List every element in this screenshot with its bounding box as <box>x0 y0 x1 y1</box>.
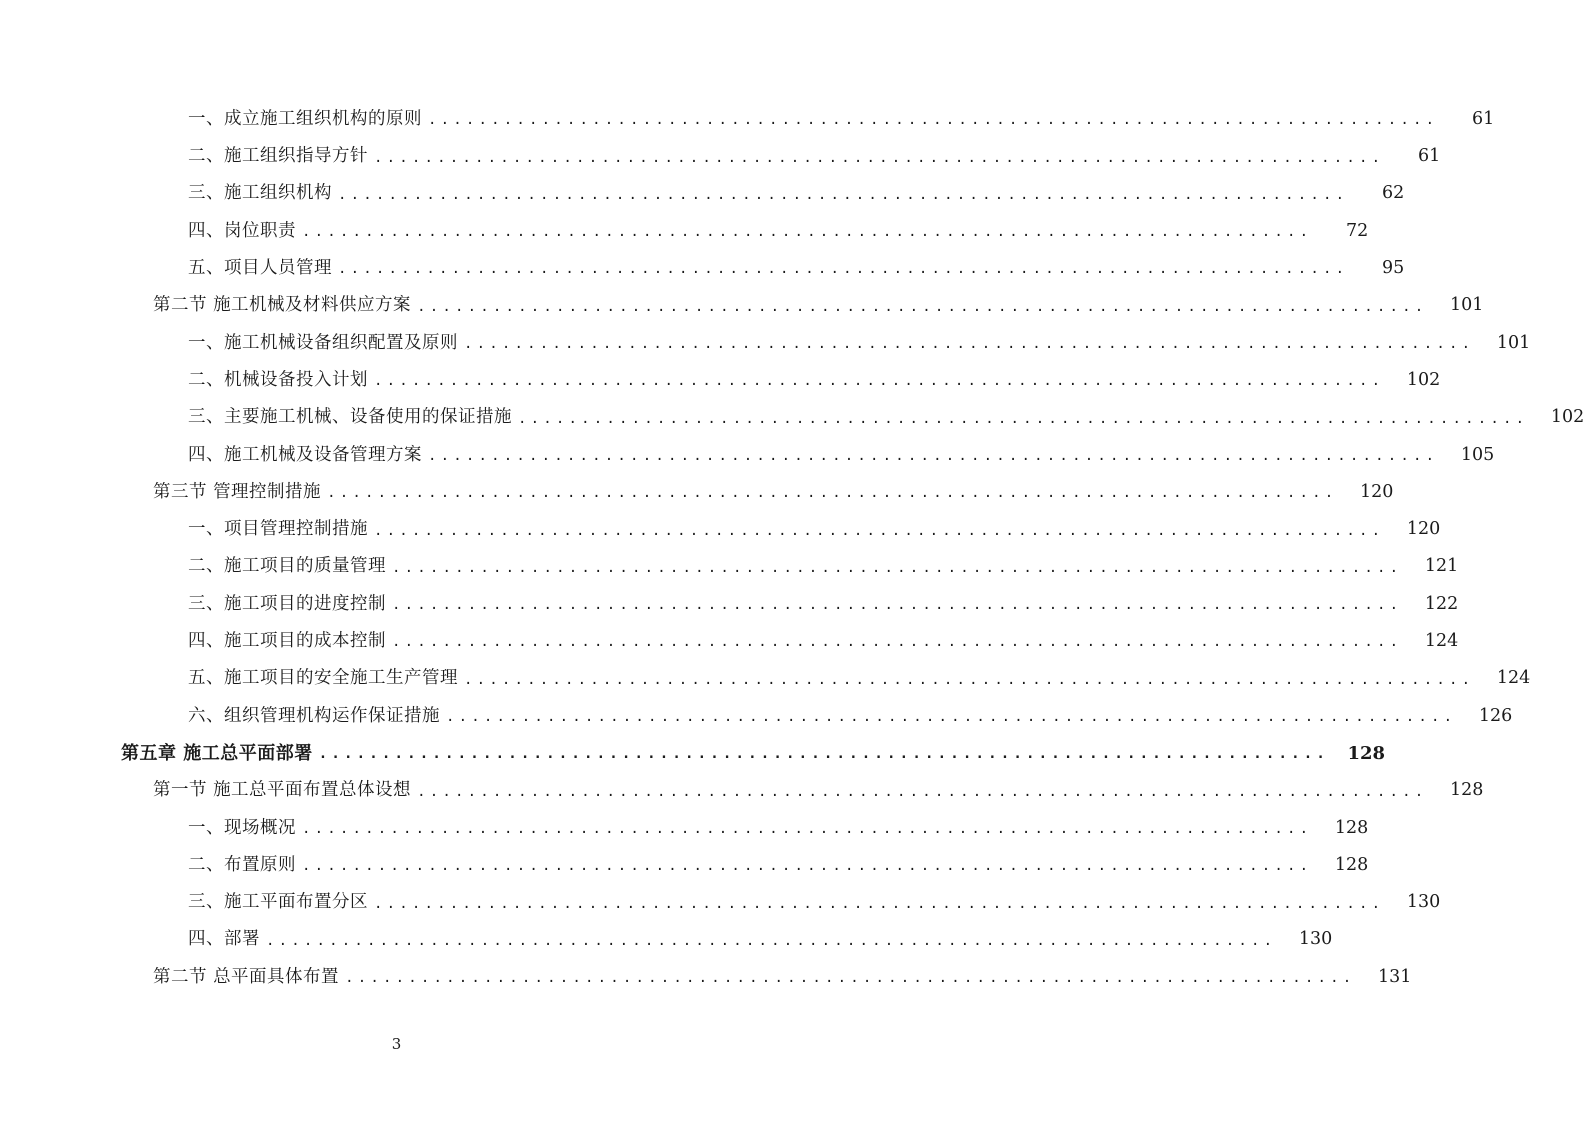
toc-entry-title: 二、施工组织指导方针 <box>188 146 368 167</box>
toc-entry-page: 120 <box>1406 519 1441 540</box>
toc-entry-page: 72 <box>1346 220 1369 241</box>
toc-subsection-entry[interactable] <box>0 586 1459 623</box>
toc-dot-leader: ................................................................................ <box>417 298 1428 315</box>
toc-entry-title: 四、岗位职责 <box>188 220 296 241</box>
toc-entry-page: 131 <box>1377 966 1412 987</box>
toc-entry-title: 第三节 管理控制措施 <box>153 481 322 502</box>
toc-entry-page: 128 <box>1347 742 1386 764</box>
toc-entry-page: 95 <box>1382 258 1405 279</box>
toc-dot-leader: ................................................................................ <box>266 932 1277 949</box>
toc-entry-title: 三、主要施工机械、设备使用的保证措施 <box>188 407 512 428</box>
toc-dot-leader: ................................................................................ <box>327 485 1338 502</box>
toc-entry-page: 130 <box>1406 892 1441 913</box>
toc-entry-title: 五、项目人员管理 <box>188 258 332 279</box>
toc-section-entry[interactable] <box>0 772 1484 809</box>
toc-subsection-entry[interactable] <box>0 362 1441 399</box>
toc-entry-page: 61 <box>1418 146 1441 167</box>
toc-entry-title: 三、施工组织机构 <box>188 183 332 204</box>
toc-dot-leader: ................................................................................ <box>302 820 1313 837</box>
toc-subsection-entry[interactable] <box>0 884 1441 921</box>
toc-subsection-entry[interactable] <box>0 660 1531 697</box>
toc-entry-title: 二、施工项目的质量管理 <box>188 556 386 577</box>
toc-subsection-entry[interactable] <box>0 101 1495 138</box>
toc-subsection-entry[interactable] <box>0 511 1441 548</box>
toc-dot-leader: ................................................................................ <box>302 224 1313 241</box>
toc-subsection-entry[interactable] <box>0 437 1495 474</box>
toc-entry-title: 一、施工机械设备组织配置及原则 <box>188 332 458 353</box>
toc-subsection-entry[interactable] <box>0 810 1369 847</box>
toc-entry-page: 105 <box>1460 444 1495 465</box>
toc-subsection-entry[interactable] <box>0 176 1405 213</box>
toc-subsection-entry[interactable] <box>0 213 1369 250</box>
toc-entry-page: 128 <box>1334 854 1369 875</box>
toc-entry-title: 五、施工项目的安全施工生产管理 <box>188 668 458 689</box>
toc-entry-page: 101 <box>1449 295 1484 316</box>
toc-dot-leader: ................................................................................ <box>392 559 1403 576</box>
toc-entry-title: 六、组织管理机构运作保证措施 <box>188 705 440 726</box>
toc-entry-page: 101 <box>1496 332 1531 353</box>
toc-subsection-entry[interactable] <box>0 549 1459 586</box>
toc-dot-leader: ................................................................................ <box>417 783 1428 800</box>
toc-dot-leader: ................................................................................ <box>464 671 1475 688</box>
toc-subsection-entry[interactable] <box>0 399 1584 436</box>
toc-entry-page: 130 <box>1298 929 1333 950</box>
toc-dot-leader: ................................................................................ <box>302 858 1313 875</box>
toc-section-entry[interactable] <box>0 959 1412 996</box>
table-of-contents <box>0 101 1584 996</box>
toc-entry-page: 128 <box>1449 780 1484 801</box>
toc-dot-leader: ................................................................................ <box>338 261 1349 278</box>
toc-entry-page: 128 <box>1334 817 1369 838</box>
toc-entry-page: 126 <box>1478 705 1513 726</box>
toc-entry-page: 102 <box>1406 369 1441 390</box>
toc-entry-title: 四、部署 <box>188 929 260 950</box>
toc-entry-page: 124 <box>1424 631 1459 652</box>
toc-entry-title: 一、现场概况 <box>188 817 296 838</box>
toc-dot-leader: ................................................................................ <box>318 746 1330 763</box>
toc-dot-leader: ................................................................................ <box>374 895 1385 912</box>
toc-dot-leader: ................................................................................ <box>345 970 1356 987</box>
toc-subsection-entry[interactable] <box>0 138 1441 175</box>
toc-entry-page: 124 <box>1496 668 1531 689</box>
toc-dot-leader: ................................................................................ <box>428 447 1439 464</box>
toc-entry-title: 四、施工机械及设备管理方案 <box>188 444 422 465</box>
toc-entry-title: 第五章 施工总平面部署 <box>121 742 313 764</box>
toc-dot-leader: ................................................................................ <box>374 522 1385 539</box>
toc-subsection-entry[interactable] <box>0 698 1513 735</box>
toc-dot-leader: ................................................................................ <box>338 186 1349 203</box>
toc-entry-title: 第二节 总平面具体布置 <box>153 966 340 987</box>
toc-subsection-entry[interactable] <box>0 325 1531 362</box>
toc-entry-title: 一、成立施工组织机构的原则 <box>188 108 422 129</box>
toc-dot-leader: ................................................................................ <box>464 336 1475 353</box>
toc-subsection-entry[interactable] <box>0 847 1369 884</box>
toc-dot-leader: ................................................................................ <box>374 373 1385 390</box>
toc-entry-title: 第一节 施工总平面布置总体设想 <box>153 780 412 801</box>
toc-entry-title: 三、施工平面布置分区 <box>188 892 368 913</box>
toc-dot-leader: ................................................................................ <box>428 112 1439 129</box>
toc-entry-page: 120 <box>1359 481 1394 502</box>
toc-subsection-entry[interactable] <box>0 922 1333 959</box>
toc-dot-leader: ................................................................................ <box>446 709 1457 726</box>
toc-entry-page: 121 <box>1424 556 1459 577</box>
toc-chapter-entry[interactable] <box>0 735 1386 772</box>
toc-entry-page: 122 <box>1424 593 1459 614</box>
toc-entry-title: 一、项目管理控制措施 <box>188 519 368 540</box>
toc-subsection-entry[interactable] <box>0 250 1405 287</box>
toc-section-entry[interactable] <box>0 474 1394 511</box>
toc-entry-page: 62 <box>1382 183 1405 204</box>
toc-dot-leader: ................................................................................ <box>392 634 1403 651</box>
toc-entry-title: 四、施工项目的成本控制 <box>188 631 386 652</box>
toc-entry-page: 61 <box>1472 108 1495 129</box>
toc-subsection-entry[interactable] <box>0 623 1459 660</box>
toc-dot-leader: ................................................................................ <box>392 597 1403 614</box>
toc-entry-title: 第二节 施工机械及材料供应方案 <box>153 295 412 316</box>
toc-section-entry[interactable] <box>0 287 1484 324</box>
toc-entry-title: 二、布置原则 <box>188 854 296 875</box>
toc-entry-page: 102 <box>1550 407 1584 428</box>
toc-entry-title: 二、机械设备投入计划 <box>188 369 368 390</box>
toc-dot-leader: ................................................................................ <box>374 149 1385 166</box>
page-number: 3 <box>391 1035 402 1053</box>
toc-entry-title: 三、施工项目的进度控制 <box>188 593 386 614</box>
toc-dot-leader: ................................................................................ <box>518 410 1529 427</box>
